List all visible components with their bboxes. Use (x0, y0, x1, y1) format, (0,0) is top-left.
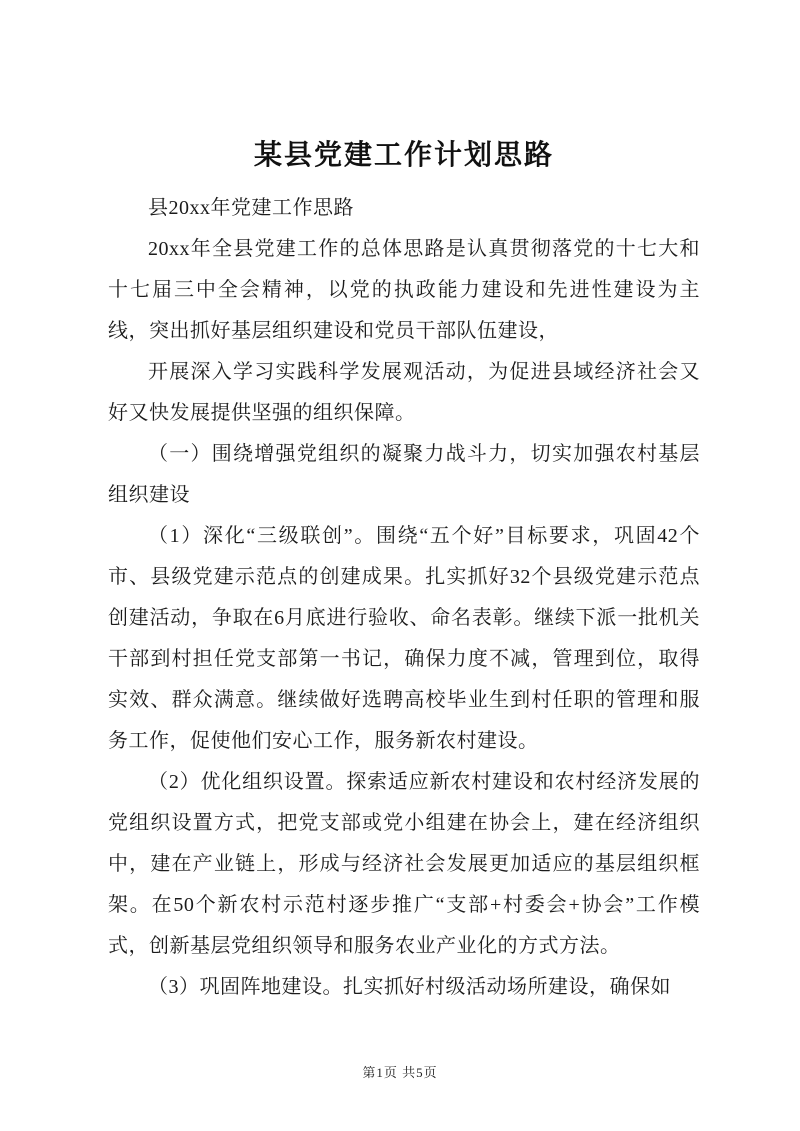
page-footer (0, 1062, 800, 1081)
paragraph-overview: 20xx年全县党建工作的总体思路是认真贯彻落党的十七大和十七届三中全会精神，以党的执政能力建设和先进性建设为主线，突出抓好基层组织建设和党员干部队伍建设， (108, 238, 700, 343)
paragraph-activity: 开展深入学习实践科学发展观活动，为促进县域经济社会又好又快发展提供坚强的组织保障。 (108, 361, 700, 425)
document-title: 某县党建工作计划思路 (253, 140, 554, 171)
paragraph-item-1: （1）深化“三级联创”。围绕“五个好”目标要求，巩固42个市、县级党建示范点的创建成果。扎实抓好32个县级党建示范点创建活动，争取在6月底进行验收、命名表彰。继续下派一批机关干部到村担任党支部第一书记，确保力度不减，管理到位，取得实效、群众满意。继续做好选聘高校毕业生到村任职的管理和服务工作，促使他们安心工作，服务新农村建设。 (108, 525, 700, 753)
paragraph-item-2: （2）优化组织设置。探索适应新农村建设和农村经济发展的党组织设置方式，把党支部或党小组建在协会上，建在经济组织中，建在产业链上，形成与经济社会发展更加适应的基层组织框架。在50个新农村示范村逐步推广“支部+村委会+协会”工作模式，创新基层党组织领导和服务农业产业化的方式方法。 (108, 771, 700, 958)
paragraph-item-3: （3）巩固阵地建设。扎实抓好村级活动场所建设，确保如 (148, 976, 671, 999)
page-number-text: 第1页 共5页 (362, 1065, 438, 1080)
document-body (108, 188, 700, 1008)
paragraph-section-heading: （一）围绕增强党组织的凝聚力战斗力，切实加强农村基层组织建设 (108, 443, 700, 507)
paragraph-subtitle: 县20xx年党建工作思路 (148, 197, 354, 220)
